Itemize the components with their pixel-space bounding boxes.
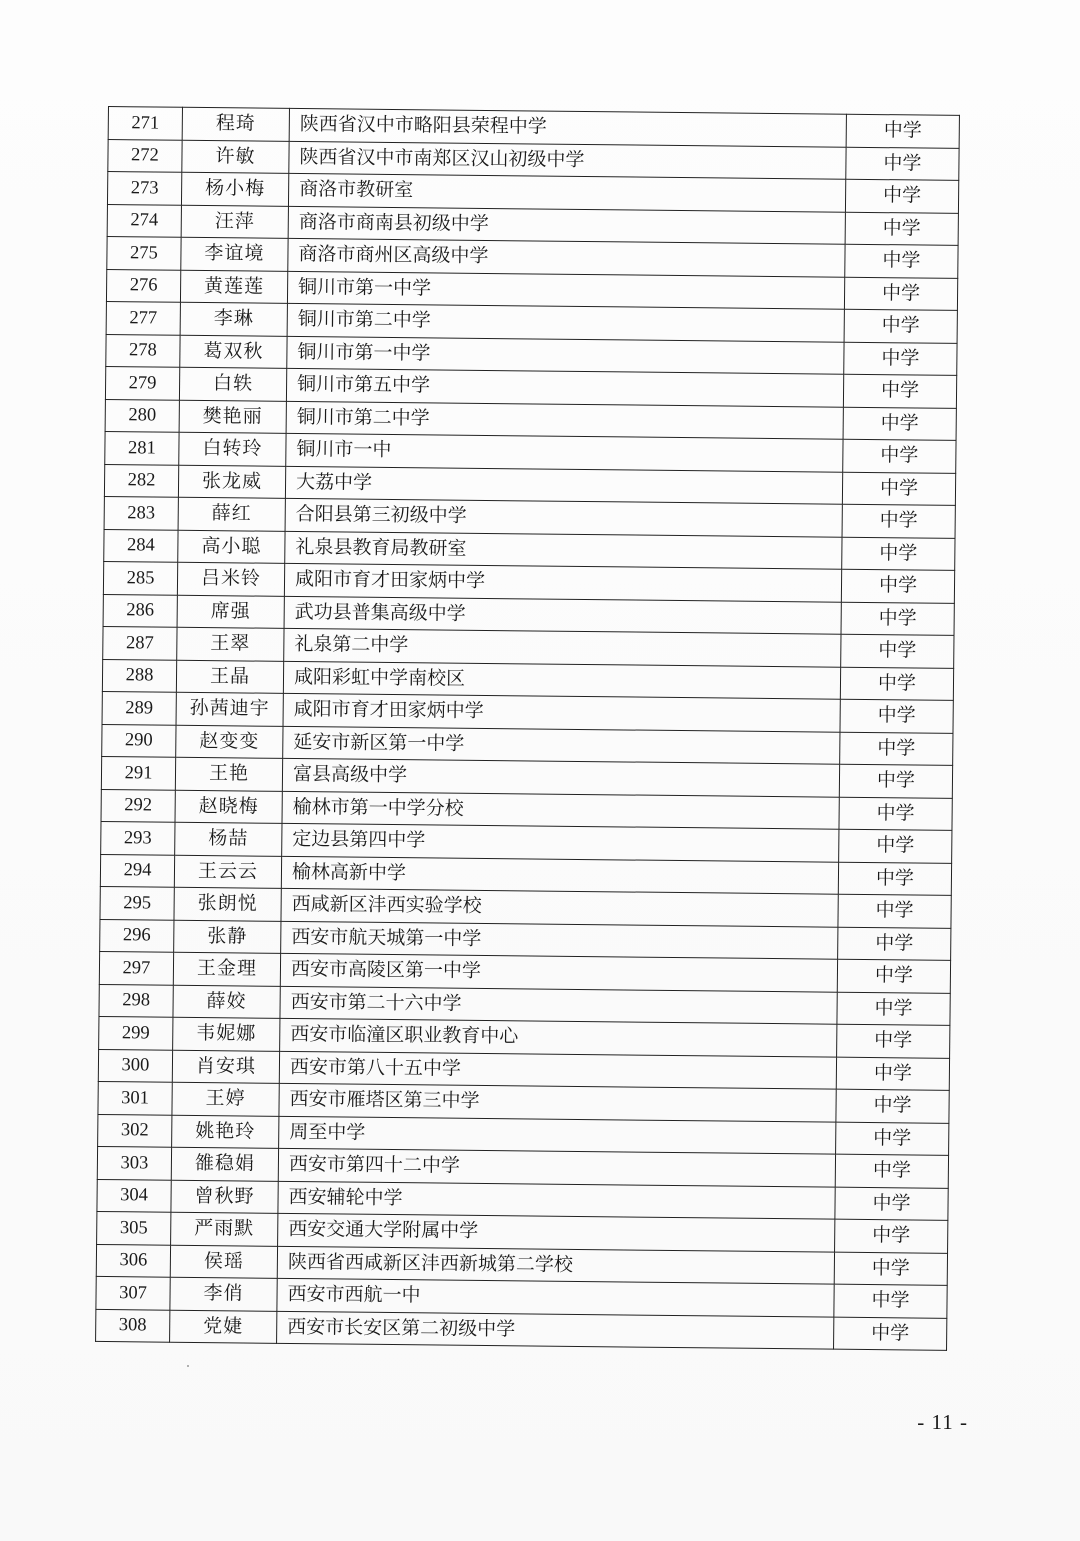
name-cell: 王金理 — [173, 952, 280, 986]
level-cell: 中学 — [837, 1024, 950, 1058]
organization-cell: 合阳县第三初级中学 — [285, 498, 842, 536]
name-cell: 李俏 — [170, 1277, 277, 1311]
organization-cell: 周至中学 — [279, 1116, 836, 1154]
row-number-cell: 298 — [99, 984, 173, 1017]
organization-cell: 榆林市第一中学分校 — [282, 791, 839, 829]
organization-cell: 西安市航天城第一中学 — [281, 921, 838, 959]
organization-cell: 商洛市商南县初级中学 — [288, 206, 845, 244]
row-number-cell: 276 — [106, 269, 180, 302]
organization-cell: 西安辅轮中学 — [278, 1181, 835, 1219]
row-number-cell: 302 — [98, 1114, 172, 1147]
level-cell: 中学 — [844, 309, 957, 343]
roster-table-body — [96, 107, 960, 1351]
name-cell: 张朗悦 — [174, 887, 281, 921]
level-cell: 中学 — [835, 1219, 948, 1253]
level-cell: 中学 — [839, 797, 952, 831]
name-cell: 王晶 — [176, 660, 283, 694]
level-cell: 中学 — [841, 602, 954, 636]
row-number-cell: 297 — [99, 951, 173, 984]
organization-cell: 西安市雁塔区第三中学 — [279, 1083, 836, 1121]
organization-cell: 延安市新区第一中学 — [283, 726, 840, 764]
name-cell: 党婕 — [170, 1310, 277, 1344]
level-cell: 中学 — [845, 244, 958, 278]
level-cell: 中学 — [834, 1252, 947, 1286]
organization-cell: 铜川市第一中学 — [287, 271, 844, 309]
level-cell: 中学 — [843, 374, 956, 408]
level-cell: 中学 — [843, 439, 956, 473]
row-number-cell: 306 — [96, 1244, 170, 1277]
row-number-cell: 294 — [100, 854, 174, 887]
name-cell: 樊艳丽 — [179, 400, 286, 434]
row-number-cell: 277 — [106, 301, 180, 334]
name-cell: 汪萍 — [181, 205, 288, 239]
name-cell: 赵晓梅 — [175, 790, 282, 824]
organization-cell: 西安市临潼区职业教育中心 — [280, 1018, 837, 1056]
organization-cell: 铜川市第五中学 — [286, 368, 843, 406]
name-cell: 张龙威 — [178, 465, 285, 499]
level-cell: 中学 — [842, 504, 955, 538]
level-cell: 中学 — [845, 212, 958, 246]
row-number-cell: 308 — [96, 1309, 170, 1342]
organization-cell: 商洛市教研室 — [288, 173, 845, 211]
level-cell: 中学 — [841, 569, 954, 603]
level-cell: 中学 — [837, 992, 950, 1026]
level-cell: 中学 — [840, 699, 953, 733]
row-number-cell: 299 — [99, 1016, 173, 1049]
name-cell: 吕米铃 — [177, 562, 284, 596]
level-cell: 中学 — [836, 1089, 949, 1123]
row-number-cell: 284 — [104, 529, 178, 562]
row-number-cell: 286 — [103, 594, 177, 627]
name-cell: 李谊境 — [181, 237, 288, 271]
organization-cell: 富县高级中学 — [282, 758, 839, 796]
name-cell: 严雨默 — [171, 1212, 278, 1246]
roster-table — [95, 106, 960, 1351]
row-number-cell: 293 — [101, 821, 175, 854]
name-cell: 葛双秋 — [180, 335, 287, 369]
organization-cell: 西安市高陵区第一中学 — [280, 953, 837, 991]
organization-cell: 西安市长安区第二初级中学 — [277, 1311, 834, 1349]
organization-cell: 榆林高新中学 — [281, 856, 838, 894]
row-number-cell: 289 — [102, 691, 176, 724]
level-cell: 中学 — [840, 667, 953, 701]
name-cell: 李琳 — [180, 302, 287, 336]
organization-cell: 西安市第二十六中学 — [280, 986, 837, 1024]
level-cell: 中学 — [843, 407, 956, 441]
level-cell: 中学 — [842, 537, 955, 571]
level-cell: 中学 — [838, 927, 951, 961]
organization-cell: 西咸新区沣西实验学校 — [281, 888, 838, 926]
name-cell: 姚艳玲 — [172, 1115, 279, 1149]
row-number-cell: 292 — [101, 789, 175, 822]
name-cell: 雒稳娟 — [171, 1147, 278, 1181]
level-cell: 中学 — [846, 114, 959, 148]
roster-table-container — [95, 106, 960, 1351]
organization-cell: 大荔中学 — [285, 466, 842, 504]
name-cell: 杨喆 — [175, 822, 282, 856]
name-cell: 王婷 — [172, 1082, 279, 1116]
organization-cell: 陕西省汉中市南郑区汉山初级中学 — [289, 141, 846, 179]
row-number-cell: 300 — [98, 1049, 172, 1082]
organization-cell: 西安交通大学附属中学 — [278, 1213, 835, 1251]
level-cell: 中学 — [846, 147, 959, 181]
name-cell: 王艳 — [175, 757, 282, 791]
level-cell: 中学 — [844, 277, 957, 311]
level-cell: 中学 — [835, 1187, 948, 1221]
name-cell: 侯瑶 — [170, 1245, 277, 1279]
row-number-cell: 272 — [108, 139, 182, 172]
row-number-cell: 273 — [107, 172, 181, 205]
row-number-cell: 288 — [102, 659, 176, 692]
name-cell: 许敏 — [182, 140, 289, 174]
row-number-cell: 291 — [101, 756, 175, 789]
row-number-cell: 287 — [103, 626, 177, 659]
level-cell: 中学 — [837, 959, 950, 993]
name-cell: 肖安琪 — [172, 1050, 279, 1084]
level-cell: 中学 — [845, 179, 958, 213]
organization-cell: 西安市西航一中 — [277, 1278, 834, 1316]
level-cell: 中学 — [835, 1154, 948, 1188]
organization-cell: 陕西省汉中市略阳县荣程中学 — [289, 108, 846, 146]
level-cell: 中学 — [838, 894, 951, 928]
name-cell: 白转玲 — [179, 432, 286, 466]
name-cell: 高小聪 — [178, 530, 285, 564]
row-number-cell: 285 — [103, 561, 177, 594]
organization-cell: 咸阳彩虹中学南校区 — [283, 661, 840, 699]
level-cell: 中学 — [844, 342, 957, 376]
name-cell: 王翠 — [177, 627, 284, 661]
name-cell: 孙茜迪宇 — [176, 692, 283, 726]
level-cell: 中学 — [834, 1284, 947, 1318]
organization-cell: 西安市第四十二中学 — [278, 1148, 835, 1186]
name-cell: 程琦 — [182, 107, 289, 141]
row-number-cell: 279 — [105, 366, 179, 399]
level-cell: 中学 — [840, 732, 953, 766]
name-cell: 曾秋野 — [171, 1180, 278, 1214]
name-cell: 张静 — [174, 920, 281, 954]
level-cell: 中学 — [842, 472, 955, 506]
name-cell: 薛姣 — [173, 985, 280, 1019]
row-number-cell: 274 — [107, 204, 181, 237]
organization-cell: 咸阳市育才田家炳中学 — [283, 693, 840, 731]
organization-cell: 咸阳市育才田家炳中学 — [284, 563, 841, 601]
name-cell: 薛红 — [178, 497, 285, 531]
organization-cell: 商洛市商州区高级中学 — [288, 238, 845, 276]
name-cell: 赵变变 — [176, 725, 283, 759]
name-cell: 杨小梅 — [181, 172, 288, 206]
row-number-cell: 280 — [105, 399, 179, 432]
row-number-cell: 282 — [104, 464, 178, 497]
organization-cell: 铜川市第一中学 — [287, 336, 844, 374]
row-number-cell: 275 — [107, 236, 181, 269]
row-number-cell: 307 — [96, 1276, 170, 1309]
row-number-cell: 301 — [98, 1081, 172, 1114]
name-cell: 黄莲莲 — [180, 270, 287, 304]
name-cell: 王云云 — [174, 855, 281, 889]
level-cell: 中学 — [838, 862, 951, 896]
name-cell: 韦妮娜 — [173, 1017, 280, 1051]
name-cell: 席强 — [177, 595, 284, 629]
organization-cell: 西安市第八十五中学 — [279, 1051, 836, 1089]
row-number-cell: 305 — [97, 1211, 171, 1244]
organization-cell: 定边县第四中学 — [282, 823, 839, 861]
row-number-cell: 290 — [102, 724, 176, 757]
level-cell: 中学 — [841, 634, 954, 668]
organization-cell: 陕西省西咸新区沣西新城第二学校 — [277, 1246, 834, 1284]
organization-cell: 铜川市一中 — [286, 433, 843, 471]
row-number-cell: 295 — [100, 886, 174, 919]
row-number-cell: 296 — [100, 919, 174, 952]
organization-cell: 铜川市第二中学 — [286, 401, 843, 439]
organization-cell: 武功县普集高级中学 — [284, 596, 841, 634]
organization-cell: 礼泉县教育局教研室 — [285, 531, 842, 569]
page-number: - 11 - — [917, 1410, 968, 1434]
organization-cell: 铜川市第二中学 — [287, 303, 844, 341]
level-cell: 中学 — [839, 764, 952, 798]
row-number-cell: 303 — [97, 1146, 171, 1179]
row-number-cell: 278 — [106, 334, 180, 367]
level-cell: 中学 — [839, 829, 952, 863]
level-cell: 中学 — [836, 1057, 949, 1091]
level-cell: 中学 — [834, 1317, 947, 1351]
name-cell: 白轶 — [179, 367, 286, 401]
scan-speck — [187, 1365, 189, 1367]
row-number-cell: 271 — [108, 107, 182, 140]
row-number-cell: 283 — [104, 496, 178, 529]
organization-cell: 礼泉第二中学 — [284, 628, 841, 666]
row-number-cell: 281 — [105, 431, 179, 464]
level-cell: 中学 — [836, 1122, 949, 1156]
row-number-cell: 304 — [97, 1179, 171, 1212]
